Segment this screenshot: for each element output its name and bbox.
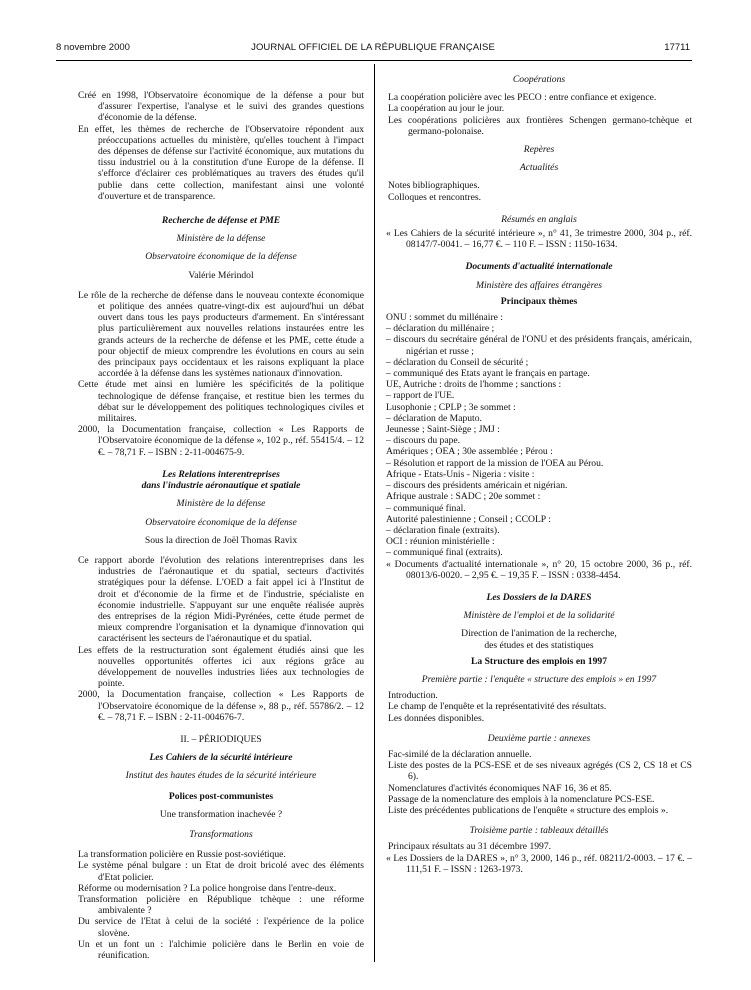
list-item: Le champ de l'enquête et la représentativité des résultats.	[388, 701, 607, 713]
list-item: Lusophonie ; CPLP ; 3e sommet :	[386, 401, 516, 413]
actualites-list	[386, 180, 692, 202]
column-divider	[374, 64, 375, 962]
relations-paragraph-1: Ce rapport aborde l'évolution des relations interentreprises dans les industries de l'aéronautique et du spatial, secteurs d'activités stratégiques pour la défense. L'OED a fait appel ici à l'Institut de droit et d'économie de la firme et de l'industrie, spécialiste en économie industrielle. S'appuyant sur une enquête réalisée auprès des entreprises de la région Midi-Pyrénées, cette étude permet de mieux comprendre l'organisation et la dynamique d'innovation qui caractérisent les secteurs de l'aéronautique et du spatial.	[78, 554, 364, 645]
list-item: Amériques ; OEA ; 30e assemblée ; Pérou :	[386, 446, 553, 458]
header-date: 8 novembre 2000	[56, 42, 130, 53]
list-item: Afrique - Etats-Unis - Nigeria : visite :	[386, 468, 535, 480]
pme-reference: 2000, la Documentation française, collection « Les Rapports de l'Observatoire économique de la défense », 102 p., réf. 55415/4. – 12 €. – 78,71 F. – ISBN : 2-11-004675-9.	[78, 424, 364, 458]
cahiers-reference: « Les Cahiers de la sécurité intérieure », n° 41, 3e trimestre 2000, 304 p., réf. 08147/7-0041. – 16,77 €. – 110 F. – ISSN : 1150-1634.	[386, 228, 692, 251]
polices-subtitle: Une transformation inachevée ?	[159, 808, 283, 820]
list-item: La coopération au jour le jour.	[388, 103, 505, 115]
list-item: ONU : sommet du millénaire :	[386, 312, 503, 324]
structure-title: La Structure des emplois en 1997	[471, 655, 607, 667]
list-item: Colloques et rencontres.	[388, 191, 481, 203]
list-item: Réforme ou modernisation ? La police hongroise dans l'entre-deux.	[78, 882, 337, 894]
list-item: – discours du pape.	[386, 435, 461, 447]
relations-direction: Sous la direction de Joël Thomas Ravix	[144, 534, 298, 546]
dares-direction-line-2: des études et des statistiques	[484, 639, 594, 651]
relations-observatoire: Observatoire économique de la défense	[145, 516, 297, 528]
list-item: Liste des précédentes publications de l'enquête « structure des emplois ».	[388, 804, 669, 816]
relations-paragraph-2: Les effets de la restructuration sont également étudiés ainsi que les nouvelles opportunités offertes ici aux régions grâce au développement de nouvelles industries liées aux technologies de pointe.	[78, 644, 364, 690]
list-item: – déclaration de Maputo.	[386, 412, 482, 424]
dares-reference: « Les Dossiers de la DARES », n° 3, 2000, 146 p., réf. 08211/2-0003. – 17 €. – 111,51 F. – ISSN : 1263-1973.	[386, 852, 692, 875]
pme-observatoire: Observatoire économique de la défense	[145, 251, 297, 263]
polices-title: Polices post-communistes	[168, 790, 274, 802]
list-item: Les coopérations policières aux frontières Schengen germano-tchèque et germano-polonaise.	[388, 114, 692, 137]
intro-paragraph-2: En effet, les thèmes de recherche de l'Observatoire répondent aux préoccupations actuelles du ministère, qu'elles touchent à l'impact des dépenses de défense sur l'activité économique, aux mutations du tissu industriel ou à la constitution d'une Europe de la défense. Il s'efforce d'éclairer ces problématiques au travers des études qu'il publie dans cette collection, manifestant ainsi une volonté d'ouverture et de transparence.	[78, 123, 364, 202]
list-item: Jeunesse ; Saint-Siège ; JMJ :	[386, 424, 500, 436]
relations-ministry: Ministère de la défense	[176, 498, 266, 510]
header-page-number: 17711	[664, 42, 690, 53]
part3-list	[386, 841, 692, 852]
actualites-heading: Actualités	[519, 162, 559, 174]
list-item: Nomenclatures d'activités économiques NAF 16, 36 et 85.	[388, 782, 612, 794]
list-item: UE, Autriche : droits de l'homme ; sanctions :	[386, 379, 562, 391]
list-item: Principaux résultats au 31 décembre 1997.	[388, 841, 552, 853]
list-item: – déclaration finale (extraits).	[386, 524, 500, 536]
pme-paragraph-2: Cette étude met ainsi en lumière les spécificités de la politique technologique de défense française, et restitue bien les termes du débat sur le développement des politiques technologiques civiles et militaires.	[78, 379, 364, 425]
relations-title-line-1: Les Relations interentreprises	[162, 468, 280, 480]
header-rule	[56, 60, 692, 61]
part2-list	[386, 749, 692, 816]
docs-reference: « Documents d'actualité internationale », n° 20, 15 octobre 2000, 36 p., réf. 08013/6-0020. – 2,95 €. – 19,35 F. – ISSN : 0338-4454.	[386, 558, 692, 581]
dares-ministry: Ministère de l'emploi et de la solidarité	[463, 610, 615, 622]
header-journal-title: JOURNAL OFFICIEL DE LA RÉPUBLIQUE FRANÇAISE	[251, 42, 495, 53]
list-item: Les données disponibles.	[388, 712, 485, 724]
list-item: – communiqué final.	[386, 502, 466, 514]
relations-title-line-2: dans l'industrie aéronautique et spatiale	[141, 480, 301, 492]
dares-direction-line-1: Direction de l'animation de la recherche,	[461, 628, 617, 640]
list-item: Liste des postes de la PCS-ESE et de ses niveaux agrégés (CS 2, CS 18 et CS 6).	[388, 760, 692, 783]
left-column	[78, 90, 364, 961]
reperes-heading: Repères	[523, 144, 555, 156]
list-item: – déclaration du millénaire ;	[386, 323, 495, 335]
list-item: Fac-similé de la déclaration annuelle.	[388, 748, 532, 760]
part1-list	[386, 690, 692, 724]
docs-ministry: Ministère des affaires étrangères	[475, 279, 603, 291]
pme-paragraph-1: Le rôle de la recherche de défense dans le nouveau contexte économique et politique des années quatre-vingt-dix est aujourd'hui un débat ouvert dans tous les pays producteurs d'armement. En s'intéressant plus particulièrement aux nouvelles relations instaurées entre les grands acteurs de la recherche de défense et les PME, cette étude a pour objectif de mieux comprendre les évolutions en cours au sein des principaux pays occidentaux et les raisons expliquant la place accordée à la défense dans les systèmes nationaux d'innovation.	[78, 289, 364, 380]
part1-heading: Première partie : l'enquête « structure des emplois » en 1997	[421, 673, 657, 685]
list-item: – Résolution et rapport de la mission de l'OEA au Pérou.	[386, 457, 604, 469]
pme-title: Recherche de défense et PME	[161, 215, 281, 227]
pme-ministry: Ministère de la défense	[176, 233, 266, 245]
cahiers-title: Les Cahiers de la sécurité intérieure	[149, 752, 293, 764]
list-item: La coopération policière avec les PECO : entre confiance et exigence.	[388, 92, 657, 104]
list-item: La transformation policière en Russie post-soviétique.	[78, 849, 286, 861]
transformations-list	[78, 849, 364, 961]
list-item: Le système pénal bulgare : un Etat de droit bricolé avec des éléments d'Etat policier.	[78, 860, 364, 883]
list-item: – discours des présidents américain et nigérian.	[386, 480, 568, 492]
list-item: – discours du secrétaire général de l'ONU et des présidents français, américain, nigérian et russe ;	[386, 334, 692, 357]
cahiers-institut: Institut des hautes études de la sécurité intérieure	[125, 770, 317, 782]
relations-reference: 2000, la Documentation française, collection « Les Rapports de l'Observatoire économique de la défense », 88 p., réf. 55786/2. – 12 €. – 78,71 F. – ISBN : 2-11-004676-7.	[78, 689, 364, 723]
list-item: Introduction.	[388, 690, 438, 702]
list-item: Afrique australe : SADC ; 20e sommet :	[386, 491, 541, 503]
docs-title: Documents d'actualité internationale	[465, 261, 613, 273]
dares-title: Les Dossiers de la DARES	[486, 591, 592, 603]
cooperations-heading: Coopérations	[512, 74, 566, 85]
list-item: Transformation policière en République tchèque : une réforme ambivalente ?	[78, 893, 364, 917]
list-item: – déclaration du Conseil de sécurité ;	[386, 356, 529, 368]
list-item: Autorité palestinienne ; Conseil ; CCOLP :	[386, 513, 551, 525]
list-item: – rapport de l'UE.	[386, 390, 455, 402]
pme-author: Valérie Mérindol	[188, 269, 254, 281]
list-item: – communiqué des Etats ayant le français en partage.	[386, 368, 590, 380]
list-item: – communiqué final (extraits).	[386, 547, 503, 559]
list-item: OCI : réunion ministérielle :	[386, 536, 495, 548]
intro-paragraph-1: Créé en 1998, l'Observatoire économique de la défense a pour but d'assurer l'expertise, l'analyse et le suivi des grandes questions d'économie de la défense.	[78, 90, 364, 124]
list-item: Notes bibliographiques.	[388, 180, 480, 192]
transformations-heading: Transformations	[189, 828, 253, 840]
section-periodiques: II. – PÉRIODIQUES	[180, 733, 262, 745]
cooperations-list	[386, 92, 692, 137]
themes-heading: Principaux thèmes	[500, 295, 578, 307]
list-item: Du service de l'Etat à celui de la société : l'expérience de la police slovène.	[78, 916, 364, 939]
part2-heading: Deuxième partie : annexes	[487, 732, 591, 744]
resumes-heading: Résumés en anglais	[501, 213, 577, 225]
part3-heading: Troisième partie : tableaux détaillés	[469, 825, 609, 837]
themes-list	[386, 312, 692, 558]
page-header	[56, 42, 690, 58]
right-column	[386, 64, 692, 875]
list-item: Passage de la nomenclature des emplois à la nomenclature PCS-ESE.	[388, 793, 655, 805]
list-item: Un et un font un : l'alchimie policière dans le Berlin en voie de réunification.	[78, 938, 364, 961]
